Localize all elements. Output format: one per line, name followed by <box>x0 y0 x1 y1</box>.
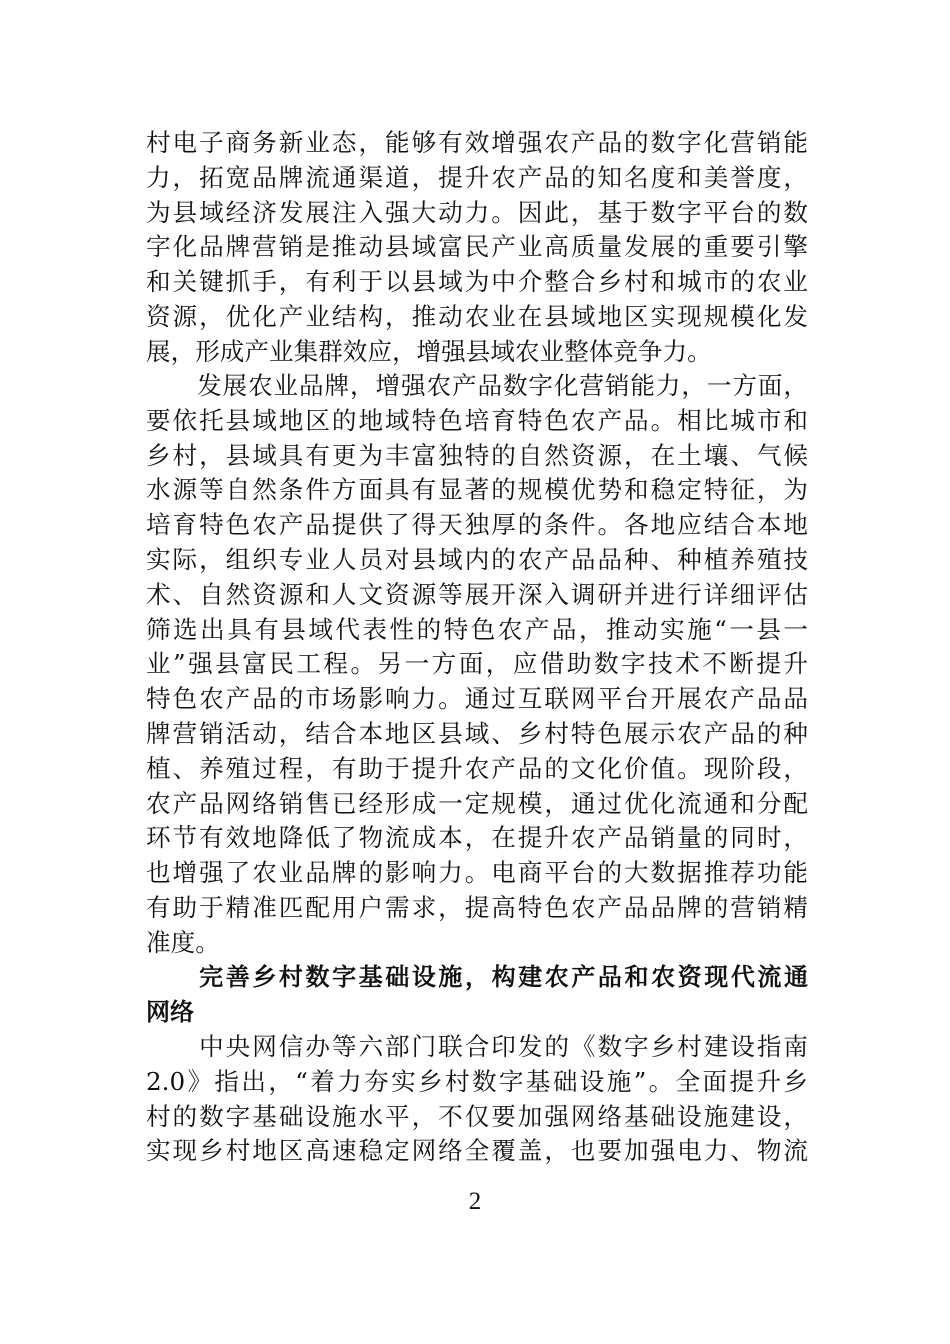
text-line: 中央网信办等六部门联合印发的《数字乡村建设指南 <box>146 1032 808 1061</box>
text-line: 实现乡村地区高速稳定网络全覆盖，也要加强电力、物流 <box>146 1136 808 1166</box>
text-line: 特色农产品的市场影响力。通过互联网平台开展农产品品 <box>146 684 808 714</box>
text-line: 为县域经济发展注入强大动力。因此，基于数字平台的数 <box>146 197 808 227</box>
text-line: 实际，组织专业人员对县域内的农产品品种、种植养殖技 <box>146 544 808 574</box>
heading-line: 网络 <box>146 997 194 1026</box>
text-line: 培育特色农产品提供了得天独厚的条件。各地应结合本地 <box>146 510 808 540</box>
text-line: 乡村，县域具有更为丰富独特的自然资源，在土壤、气候 <box>146 440 808 470</box>
text-line: 村电子商务新业态，能够有效增强农产品的数字化营销能 <box>146 128 808 157</box>
text-line: 2.0》指出，“着力夯实乡村数字基础设施”。全面提升乡 <box>146 1066 808 1096</box>
text-line: 牌营销活动，结合本地区县域、乡村特色展示农产品的种 <box>146 718 808 748</box>
text-line: 力，拓宽品牌流通渠道，提升农产品的知名度和美誉度， <box>146 162 808 192</box>
text-line: 筛选出具有县域代表性的特色农产品，推动实施“一县一 <box>146 614 808 644</box>
text-line: 有助于精准匹配用户需求，提高特色农产品品牌的营销精 <box>146 892 808 922</box>
text-line: 要依托县域地区的地域特色培育特色农产品。相比城市和 <box>146 405 808 435</box>
page-number: 2 <box>468 1188 482 1215</box>
text-line: 展，形成产业集群效应，增强县域农业整体竞争力。 <box>146 336 712 366</box>
text-line: 水源等自然条件方面具有显著的规模优势和稳定特征，为 <box>146 475 808 505</box>
text-line: 村的数字基础设施水平，不仅要加强网络基础设施建设， <box>146 1101 808 1131</box>
text-line: 植、养殖过程，有助于提升农产品的文化价值。现阶段， <box>146 753 808 783</box>
text-line: 准度。 <box>146 927 220 957</box>
text-line: 和关键抓手，有利于以县域为中介整合乡村和城市的农业 <box>146 267 808 297</box>
paragraph-rural-ecommerce <box>146 126 808 370</box>
heading-line: 完善乡村数字基础设施，构建农产品和农资现代流通 <box>146 963 808 991</box>
text-line: 业”强县富民工程。另一方面，应借助数字技术不断提升 <box>146 649 808 679</box>
text-line: 术、自然资源和人文资源等展开深入调研并进行详细评估 <box>146 579 808 609</box>
text-line: 字化品牌营销是推动县域富民产业高质量发展的重要引擎 <box>146 232 808 262</box>
text-line: 也增强了农业品牌的影响力。电商平台的大数据推荐功能 <box>146 858 808 888</box>
paragraph-agricultural-brands <box>146 369 808 961</box>
text-line: 农产品网络销售已经形成一定规模，通过优化流通和分配 <box>146 788 808 818</box>
paragraph-digital-infrastructure <box>146 1030 808 1169</box>
section-heading <box>146 960 808 1030</box>
text-line: 发展农业品牌，增强农产品数字化营销能力，一方面， <box>146 371 808 400</box>
text-line: 环节有效地降低了物流成本，在提升农产品销量的同时， <box>146 823 808 853</box>
text-line: 资源，优化产业结构，推动农业在县域地区实现规模化发 <box>146 301 808 331</box>
